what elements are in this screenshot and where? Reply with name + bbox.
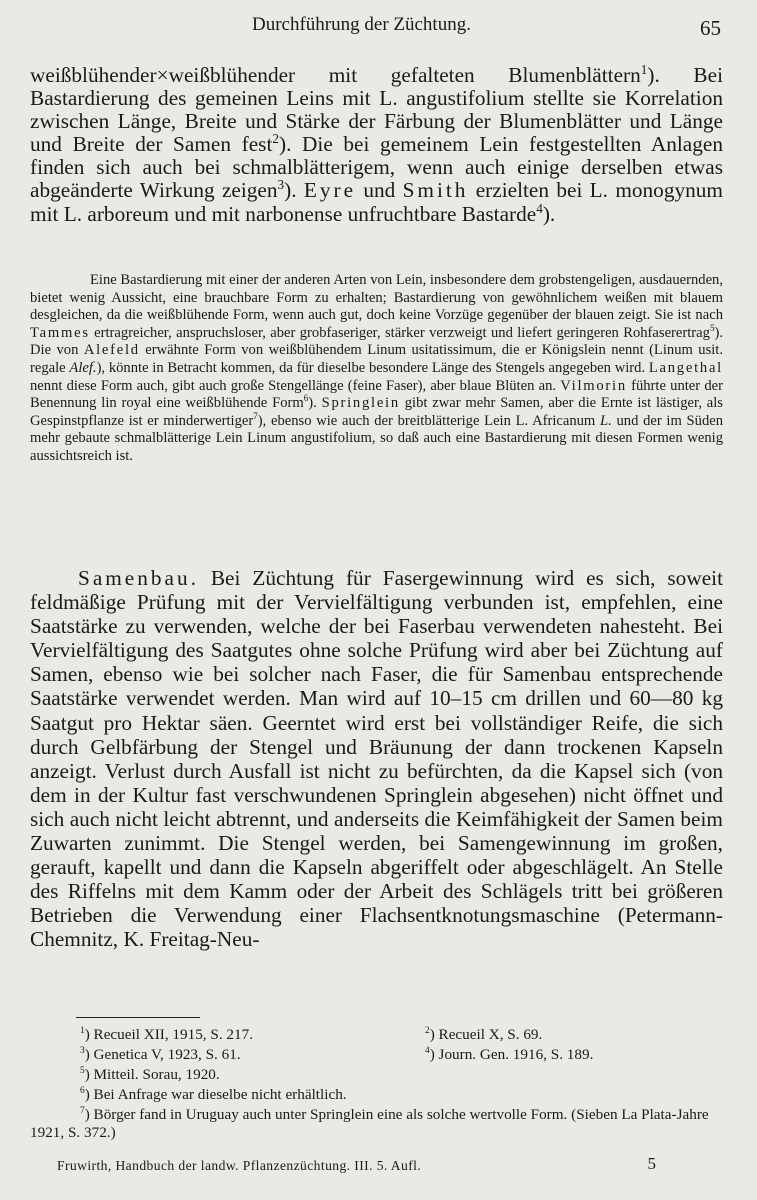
text: Bei Züchtung für Fasergewinnung wird es sich, soweit feldmäßige Prüfung mit der Vervielfältigung verbunden ist, empfehlen, eine Saatstärke zu verwenden, welche der bei Faserbau verwendeten nahesteht. Bei Vervielfältigung des Saatgutes ohne solche Prüfung wird aber bei Züchtung auf Samen, ebenso wie bei solcher nach Faser, die für Samenbau entsprechende Saatstärke verwendet werden. Man wird auf 10–15 cm drillen und 60—80 kg Saatgut pro Hektar säen. Geerntet wird erst bei vollständiger Reife, die sich durch Gelbfärbung der Stengel und Bräunung der dann trockenen Kapseln anzeigt. Verlust durch Ausfall ist nicht zu befürchten, da die Kapsel sich (von dem in der Kultur fast verschwundenen Springlein abgesehen) nicht öffnet und sich auch nicht leicht abtrennt, und anderseits die Keimfähigkeit der Samen beim Zuwarten zunimmt. Die Stengel werden, bei Samengewinnung im großen, gerauft, kapellt und dann die Kapseln abgeriffelt oder abgeschlägelt. An Stelle des Riffelns mit dem Kamm oder der Arbeit des Schlägels tritt bei größeren Betrieben die Verwendung einer Flachsentknotungsmaschine (Petermann-Chemnitz, K. Freitag-Neu- [30, 566, 723, 952]
author-name: Eyre [303, 178, 357, 203]
italic-text: Alef. [69, 359, 97, 376]
footnote-number: 2 [425, 1025, 430, 1036]
text: führte unter der Benennung lin royal eine weißblühende Form [30, 377, 723, 412]
author-name: Alefeld [83, 342, 140, 359]
text: ). Die bei gemeinem Lein festgestellten Anlagen finden sich auch bei schmalblätterigem, wenn auch einige derselben etwas abgeänderte Wirkung zeigen [30, 132, 723, 203]
text: Eine Bastardierung mit einer der anderen Arten von Lein, insbesondere dem grobstengeligen, ausdauernden, bietet wenig Aussicht, eine brauchbare Form zu erhalten; Bastardierung von gewöhnlichem weißen mit blauem desgleichen, da die weißblühende Form, wenn auch gut, doch keine Vorzüge gegenüber der blauen zeigt. Sie ist nach [30, 272, 723, 324]
italic-text: L. [600, 412, 612, 429]
running-title: Durchführung der Züchtung. [252, 14, 471, 35]
footnote-ref-4: 4 [536, 200, 543, 216]
footnote-ref-7: 7 [253, 410, 258, 421]
text: und [356, 178, 403, 203]
text: ). [308, 395, 322, 412]
text: ). [542, 201, 556, 226]
section-heading: Samenbau. [78, 566, 199, 590]
signature-mark: 5 [647, 1154, 656, 1173]
text: erzielten bei L. monogynum mit L. arboreum und mit narbonense unfruchtbare Bastarde [30, 178, 723, 226]
footnote-ref-5: 5 [709, 322, 715, 333]
footnote-text: ) Mitteil. Sorau, 1920. [84, 1066, 220, 1083]
text: weißblühender [30, 63, 157, 87]
text: ), könnte in Betracht kommen, da für dieselbe besondere Länge des Stengels angegeben wird. [96, 359, 649, 376]
author-name: Springlein [321, 395, 400, 412]
footnote-number: 6 [80, 1085, 85, 1096]
cross-symbol: × [156, 63, 169, 87]
text: ). [284, 178, 304, 203]
footnote-text: ) Börger fand in Uruguay auch unter Springlein eine als solche wertvolle Form. (Sieben La Plata-Jahre 1921, S. 372.) [30, 1106, 709, 1141]
author-name: Langethal [648, 359, 723, 376]
text: erwähnte Form von weißblühendem Linum usitatissimum, die er Königslein nennt (Linum usit. regale [30, 342, 724, 376]
body-paragraph-1 [30, 61, 723, 226]
footnote-4 [425, 1046, 593, 1064]
footnote-number: 5 [80, 1065, 85, 1076]
footnote-7 [30, 1106, 723, 1142]
footnote-text: ) Bei Anfrage war dieselbe nicht erhältlich. [84, 1086, 347, 1103]
text: ertragreicher, anspruchsloser, aber grobfaseriger, stärker verzweigt und liefert geringeren Rohfaserertrag [89, 324, 710, 341]
footnote-text: ) Journ. Gen. 1916, S. 189. [429, 1046, 594, 1063]
footnote-2 [425, 1026, 542, 1044]
footnote-1 [80, 1026, 253, 1044]
text: ). Die von [30, 324, 723, 359]
footnote-3 [80, 1046, 241, 1064]
footnote-ref-6: 6 [303, 393, 309, 404]
body-paragraph-samenbau [30, 566, 723, 952]
footnote-number: 4 [425, 1045, 430, 1056]
text: und der im Süden mehr gebaute schmalblätterige Lein Linum angustifolium, so daß auch eine Bastardierung mit diesen Formen wenig aussichtsreich ist. [30, 412, 724, 464]
footnote-text: ) Recueil XII, 1915, S. 217. [84, 1026, 254, 1043]
footnote-5 [80, 1066, 220, 1084]
footnote-6 [80, 1086, 347, 1104]
footnote-ref-2: 2 [272, 131, 279, 147]
footnote-number: 3 [80, 1045, 85, 1056]
author-name: Vilmorin [560, 377, 627, 394]
footnote-number: 1 [80, 1025, 85, 1036]
text: weißblühender mit gefalteten Blumenblättern [168, 63, 641, 87]
author-name: Smith [402, 178, 469, 203]
footnote-text: ) Genetica V, 1923, S. 61. [84, 1046, 241, 1063]
text: ). Bei Bastardierung des gemeinen Leins mit L. angustifolium stellte sie Korrelation zwischen Länge, Breite und Stärke der Färbung der Blumenblätter und Länge und Breite der Samen fest [30, 63, 723, 157]
text: ), ebenso wie auch der breitblätterige Lein L. Africanum [257, 412, 600, 429]
footnote-text: ) Recueil X, S. 69. [429, 1026, 543, 1043]
page-number: 65 [700, 16, 721, 40]
footnote-number: 7 [80, 1105, 85, 1116]
text: gibt zwar mehr Samen, aber die Ernte ist lästiger, als Gespinstpflanze ist er minderwertiger [30, 395, 723, 429]
footnote-ref-1: 1 [640, 61, 648, 77]
small-print-paragraph [30, 272, 723, 466]
book-citation: Fruwirth, Handbuch der landw. Pflanzenzüchtung. III. 5. Aufl. [57, 1158, 422, 1173]
footnote-ref-3: 3 [277, 177, 285, 193]
footnote-divider [76, 1017, 200, 1018]
text: nennt diese Form auch, gibt auch große Stengellänge (feine Faser), aber blaue Blüten an. [30, 377, 561, 394]
author-name: Tammes [30, 324, 90, 341]
